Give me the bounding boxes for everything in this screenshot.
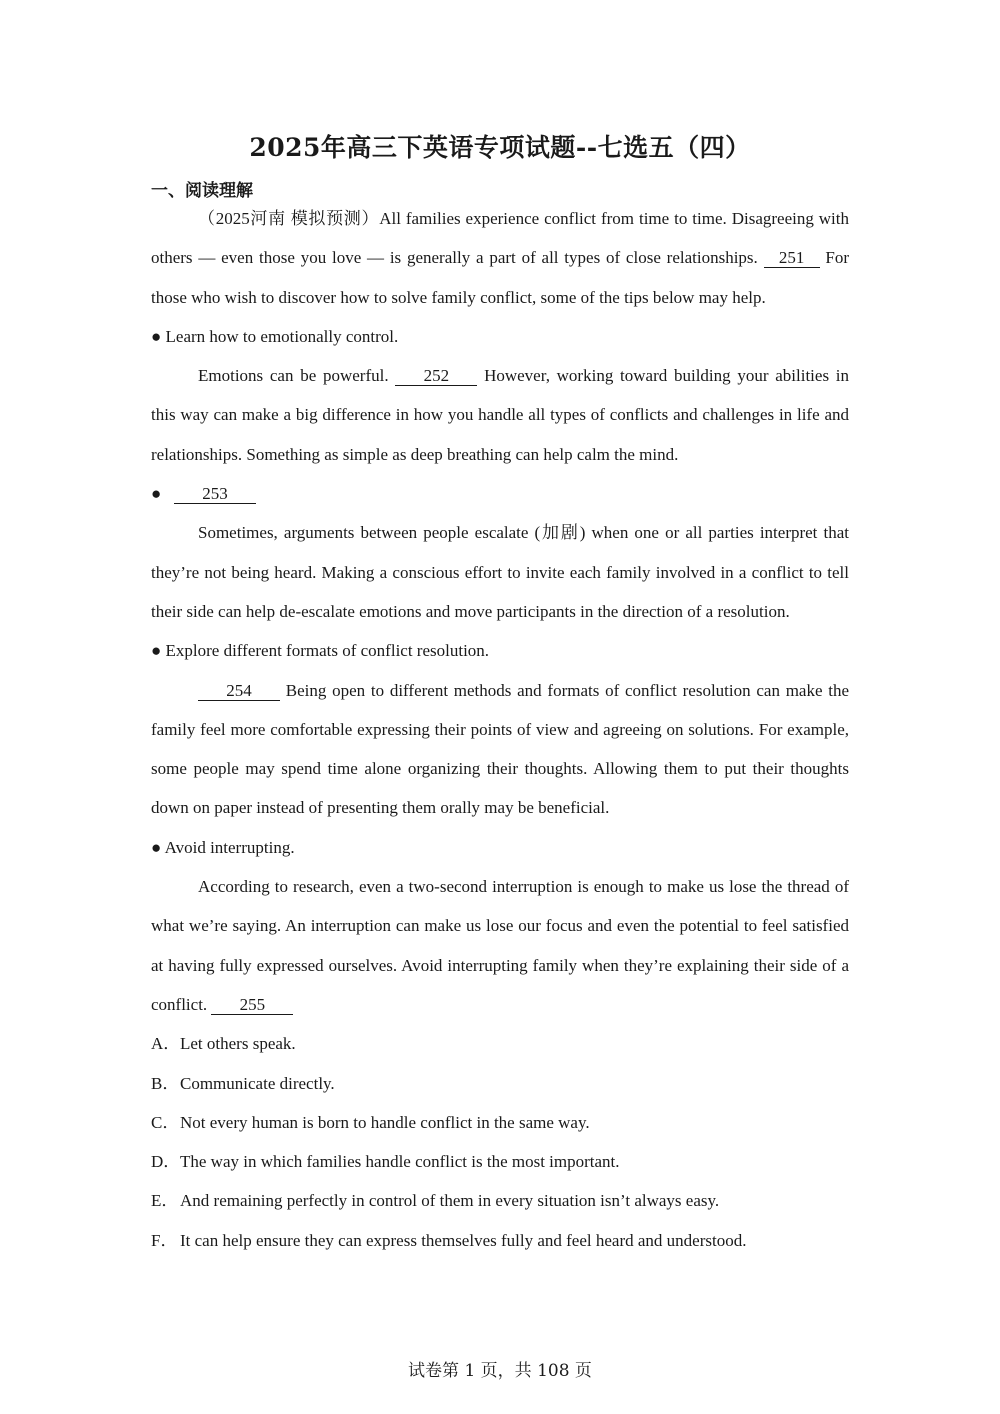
option-text: Not every human is born to handle conflict in the same way. [180, 1112, 590, 1132]
page-footer: 试卷第 1 页，共 108 页 [408, 1361, 592, 1381]
paragraph-interruption [151, 867, 849, 1024]
source-label: （2025河南 模拟预测） [198, 209, 380, 228]
option-letter: F． [151, 1230, 178, 1250]
option-f [151, 1221, 849, 1260]
page-title: 2025年高三下英语专项试题--七选五（四） [249, 133, 751, 162]
intro-paragraph [151, 199, 849, 317]
bullet-emotional-control: ● Learn how to emotionally control. [151, 326, 399, 346]
reading-passage [151, 199, 849, 1260]
paragraph-formats [151, 671, 849, 828]
blank-254: 254 [198, 681, 280, 701]
option-text: Communicate directly. [180, 1073, 335, 1093]
paragraph-being-heard: Sometimes, arguments between people escalate (加剧) when one or all parties interpret that they’re not being heard. Making a conscious effort to invite each family involved in a conflict to tell their side can help de-escalate emotions and move participants in the direction of a resolution. [151, 523, 849, 621]
option-text: Let others speak. [180, 1034, 296, 1054]
option-list [151, 1024, 849, 1260]
option-c [151, 1103, 849, 1142]
option-d [151, 1142, 849, 1181]
option-letter: D． [151, 1152, 181, 1172]
blank-253: 253 [174, 484, 256, 504]
p1-before: Emotions can be powerful. [198, 366, 389, 386]
option-e [151, 1181, 849, 1220]
bullet-avoid-interrupting: ● Avoid interrupting. [151, 837, 295, 857]
option-text: The way in which families handle conflict is the most important. [180, 1152, 620, 1172]
option-text: It can help ensure they can express themselves fully and feel heard and understood. [180, 1230, 747, 1250]
intro-text: All families experience conflict from time to time. Disagreeing with others — even those you love — is generally a part of all types of close relationships. [151, 209, 850, 268]
option-letter: A． [151, 1034, 181, 1054]
p1-after: However, working toward building your abilities in this way can make a big difference in how you handle all types of conflicts and challenges in life and relationships. Something as simple as deep breathing can help calm the mind. [151, 366, 850, 464]
option-letter: E． [151, 1191, 179, 1211]
bullet-explore-formats: ● Explore different formats of conflict resolution. [151, 641, 490, 661]
option-b [151, 1064, 849, 1103]
option-letter: B． [151, 1073, 180, 1093]
option-a [151, 1024, 849, 1063]
blank-252: 252 [395, 366, 477, 386]
blank-251: 251 [764, 248, 820, 268]
p4-text: According to research, even a two-second interruption is enough to make us lose the thread of what we’re saying. An interruption can make us lose our focus and even the potential to feel satisfied at having fully expressed ourselves. Avoid interrupting family when they’re explaining their side of a conflict. [151, 877, 849, 1014]
p3-after: Being open to different methods and formats of conflict resolution can make the family feel more comfortable expressing their points of view and agreeing on solutions. For example, some people may spend time alone organizing their thoughts. Allowing them to put their thoughts down on paper instead of presenting them orally may be beneficial. [151, 680, 850, 818]
intro-after-blank: For those who wish to discover how to solve family conflict, some of the tips below may help. [151, 248, 849, 307]
option-text: And remaining perfectly in control of them in every situation isn’t always easy. [180, 1191, 720, 1211]
option-letter: C． [151, 1112, 180, 1132]
section-heading: 一、阅读理解 [151, 181, 253, 201]
paragraph-emotions [151, 356, 849, 474]
bullet-253 [151, 474, 849, 513]
blank-255: 255 [211, 995, 293, 1015]
bullet-symbol: ● [151, 484, 162, 504]
